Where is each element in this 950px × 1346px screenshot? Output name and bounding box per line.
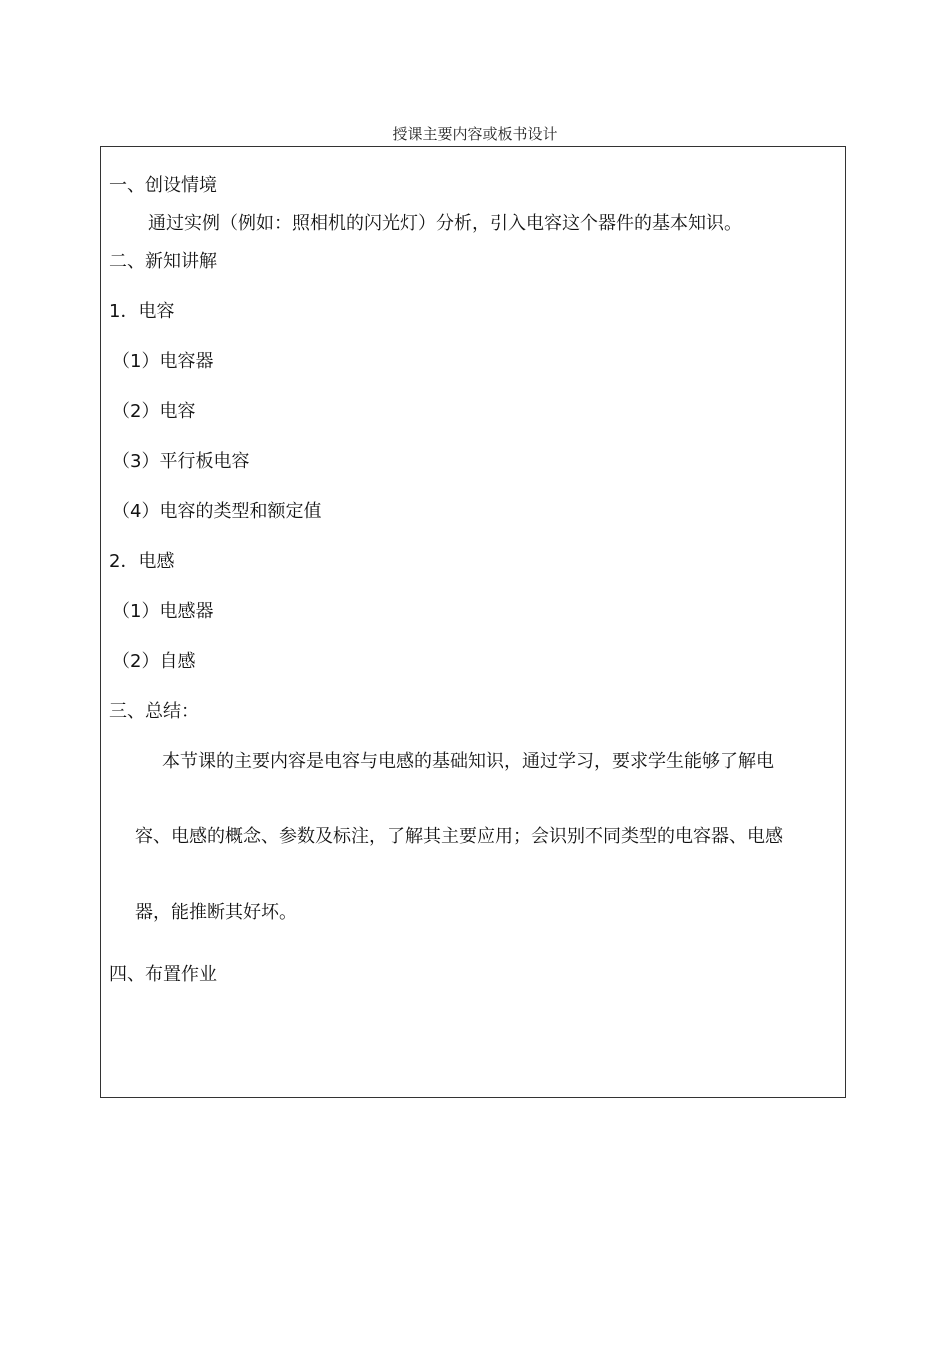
scenario-text: 通过实例（例如：照相机的闪光灯）分析，引入电容这个器件的基本知识。 (148, 213, 742, 234)
section-heading-homework: 四、布置作业 (109, 964, 217, 985)
list-item: （4）电容的类型和额定值 (112, 501, 322, 522)
section-heading-new-knowledge: 二、新知讲解 (109, 251, 217, 272)
summary-line: 器，能推断其好坏。 (135, 902, 297, 923)
summary-line: 本节课的主要内容是电容与电感的基础知识，通过学习，要求学生能够了解电 (162, 751, 774, 772)
page-title: 授课主要内容或板书设计 (392, 125, 558, 143)
subheading-capacitance: 1．电容 (109, 301, 175, 322)
section-heading-scenario: 一、创设情境 (109, 175, 217, 196)
list-item: （3）平行板电容 (112, 451, 250, 472)
list-item: （1）电容器 (112, 351, 214, 372)
list-item: （1）电感器 (112, 601, 214, 622)
section-heading-summary: 三、总结： (109, 701, 199, 722)
list-item: （2）自感 (112, 651, 196, 672)
summary-line: 容、电感的概念、参数及标注，了解其主要应用；会识别不同类型的电容器、电感 (135, 826, 783, 847)
subheading-inductance: 2．电感 (109, 551, 175, 572)
list-item: （2）电容 (112, 401, 196, 422)
